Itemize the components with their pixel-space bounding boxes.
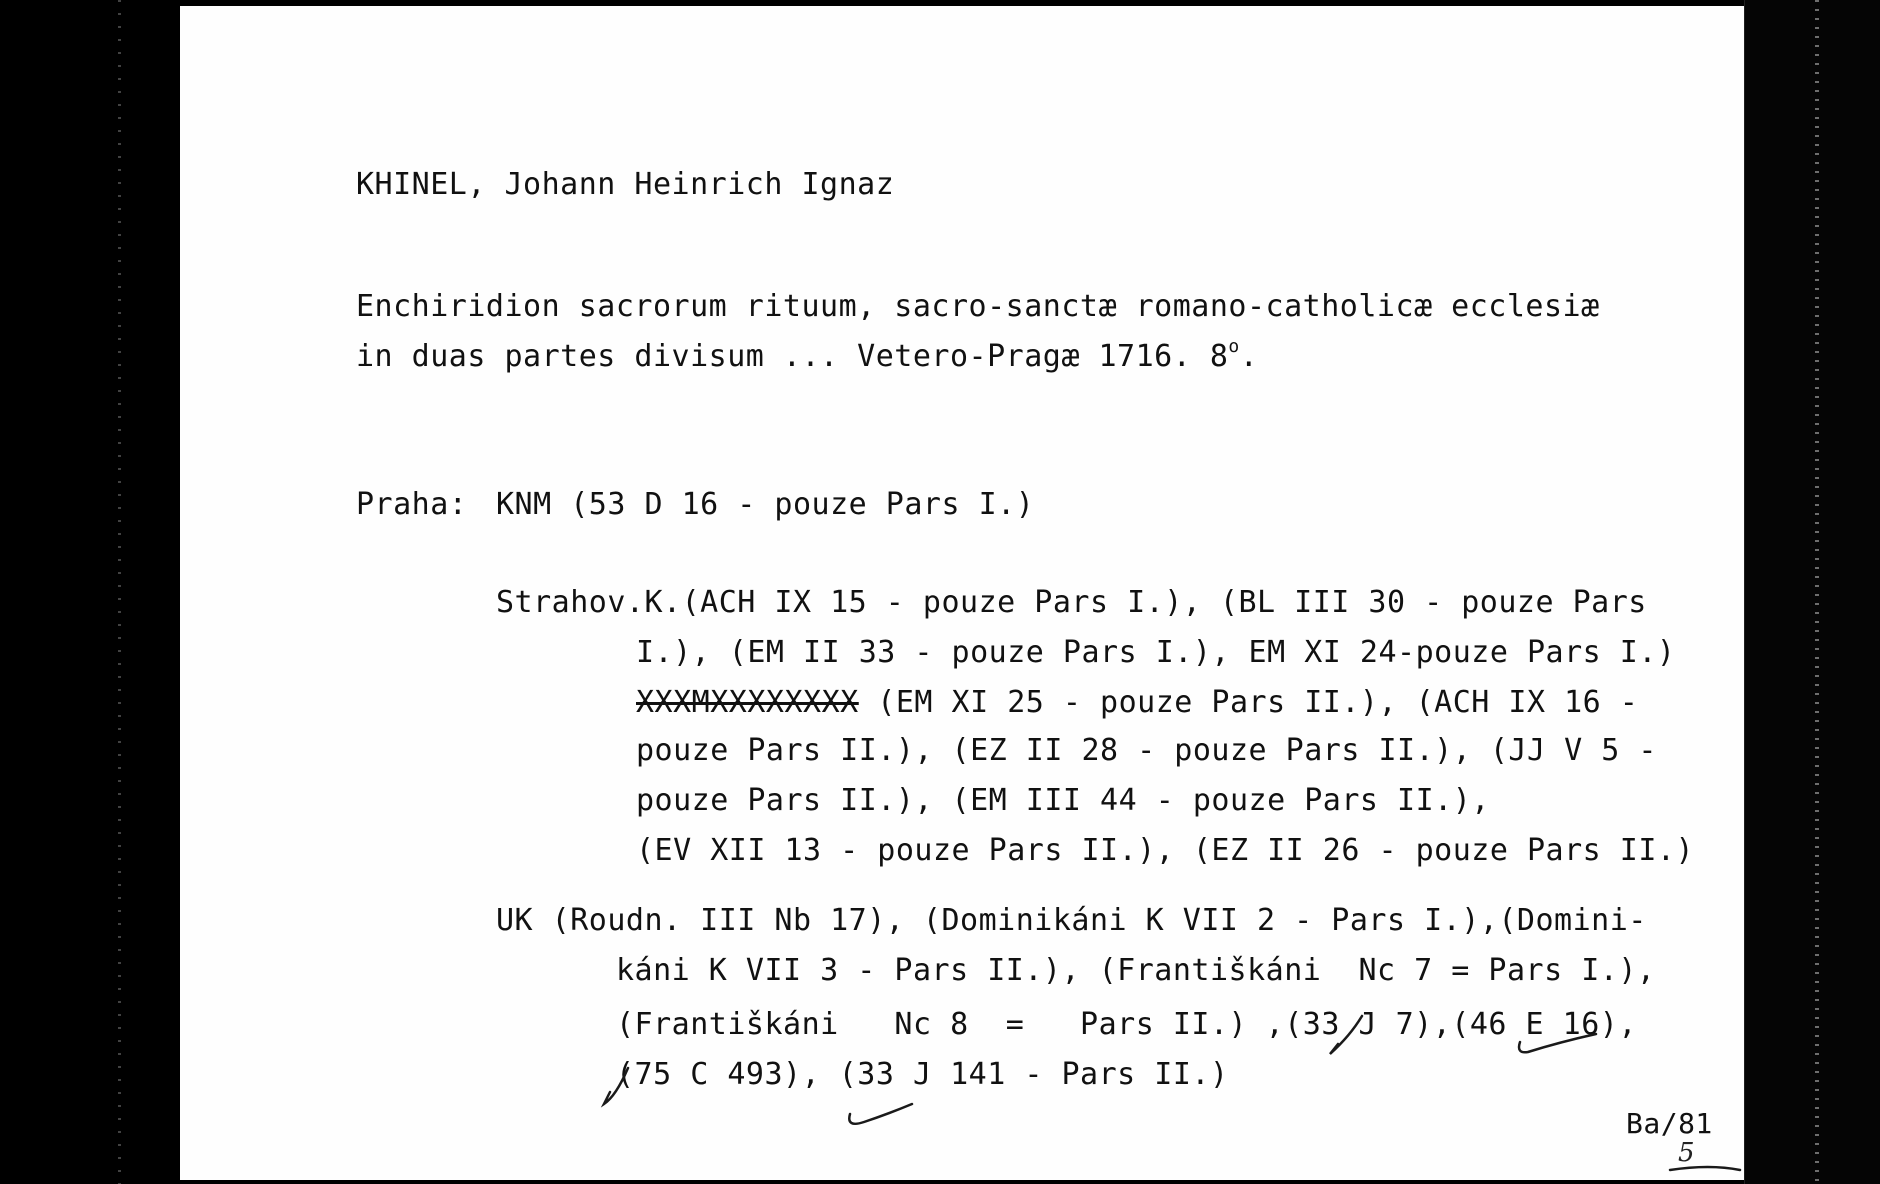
holdings-knm: KNM (53 D 16 - pouze Pars I.) — [496, 487, 1035, 522]
uk-line-4: (75 C 493), (33 J 141 - Pars II.) — [616, 1057, 1229, 1092]
title-line-1: Enchiridion sacrorum rituum, sacro-sanctæ romano-catholicæ ecclesiæ — [356, 289, 1600, 324]
strahov-line-5: pouze Pars II.), (EM III 44 - pouze Pars II.), — [636, 783, 1490, 818]
strahov-line-1: Strahov.K.(ACH IX 15 - pouze Pars I.), (BL III 30 - pouze Pars — [496, 585, 1647, 620]
strahov-line-2: I.), (EM II 33 - pouze Pars I.), EM XI 24-pouze Pars I.) — [636, 635, 1676, 670]
title-line-2-end: . — [1239, 339, 1259, 374]
struck-out-shelfmark: XXXMXXXXXXXX — [636, 685, 859, 720]
card-code: Ba/81 — [1626, 1107, 1713, 1140]
handwritten-check-marks — [180, 6, 1744, 1180]
strahov-line-4: pouze Pars II.), (EZ II 28 - pouze Pars II.), (JJ V 5 - — [636, 733, 1657, 768]
uk-line-3: (Františkáni Nc 8 = Pars II.) ,(33 J 7),(46 E 16), — [616, 1007, 1637, 1042]
edge-dots — [1815, 0, 1819, 1184]
uk-line-1: UK (Roudn. III Nb 17), (Dominikáni K VII 2 - Pars I.),(Domini- — [496, 903, 1647, 938]
strahov-line-6: (EV XII 13 - pouze Pars II.), (EZ II 26 - pouze Pars II.) — [636, 833, 1695, 868]
left-margin-dots — [118, 0, 121, 1184]
uk-line-2: káni K VII 3 - Pars II.), (Františkáni Nc 7 = Pars I.), — [616, 953, 1656, 988]
scan-edge-strip — [1744, 0, 1880, 1184]
degree-sign: o — [1228, 336, 1240, 357]
handwritten-number: 5 — [1678, 1138, 1695, 1168]
title-line-2-text: in duas partes divisum ... Vetero-Pragæ 1716. 8 — [356, 339, 1229, 374]
check-mark-33-j-141 — [849, 1104, 912, 1124]
strahov-line-3-rest: (EM XI 25 - pouze Pars II.), (ACH IX 16 - — [858, 685, 1639, 720]
check-mark-75-c-493 — [604, 1068, 628, 1104]
author-heading: KHINEL, Johann Heinrich Ignaz — [356, 167, 895, 202]
holdings-city-label: Praha: — [356, 487, 468, 522]
check-mark-46-e-16 — [1519, 1034, 1596, 1052]
catalog-card — [180, 6, 1744, 1180]
check-mark-33-j-7 — [1330, 1016, 1362, 1054]
